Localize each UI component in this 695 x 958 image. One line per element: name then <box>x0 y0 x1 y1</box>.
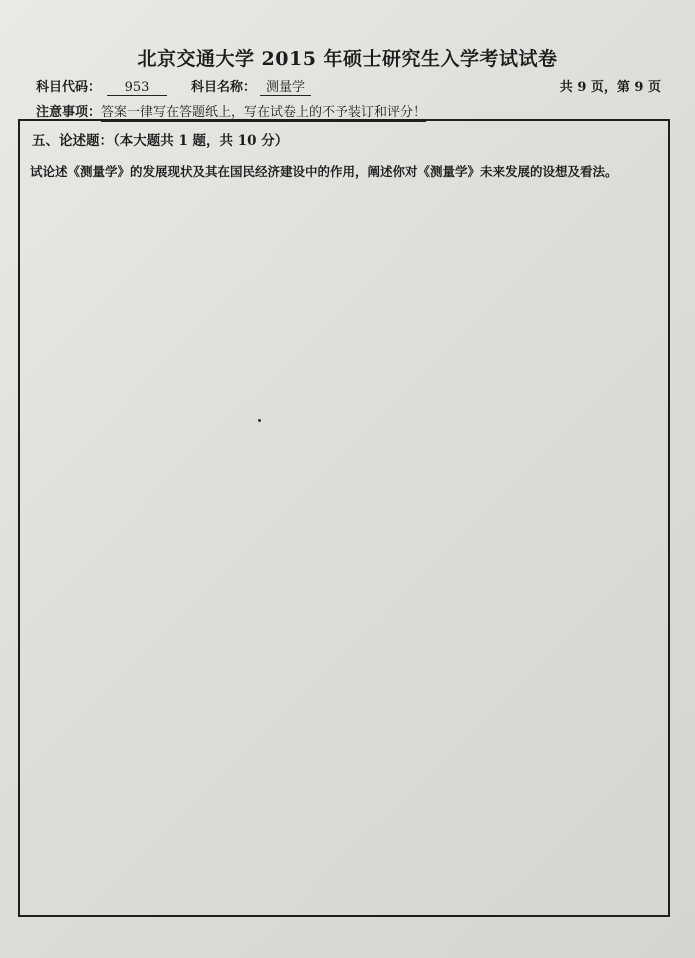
section-heading: 五、论述题：（本大题共 1 题，共 10 分） <box>32 133 289 149</box>
page-indicator: 共 9 页，第 9 页 <box>559 80 661 95</box>
subject-name-value: 测量学 <box>260 76 311 96</box>
ink-dot <box>258 419 261 422</box>
exam-notice <box>36 101 426 120</box>
essay-question: 试论述《测量学》的发展现状及其在国民经济建设中的作用，阐述你对《测量学》未来发展的设想及看法。 <box>30 164 618 179</box>
notice-label: 注意事项： <box>36 105 102 120</box>
subject-code-label: 科目代码： <box>36 80 102 95</box>
exam-title: 北京交通大学 2015 年硕士研究生入学考试试卷 <box>137 48 558 70</box>
subject-code-value: 953 <box>107 80 167 96</box>
answer-frame <box>18 119 670 917</box>
subject-info <box>36 76 311 96</box>
notice-text: 答案一律写在答题纸上，写在试卷上的不予装订和评分！ <box>101 105 427 120</box>
subject-name-label: 科目名称： <box>191 80 257 95</box>
